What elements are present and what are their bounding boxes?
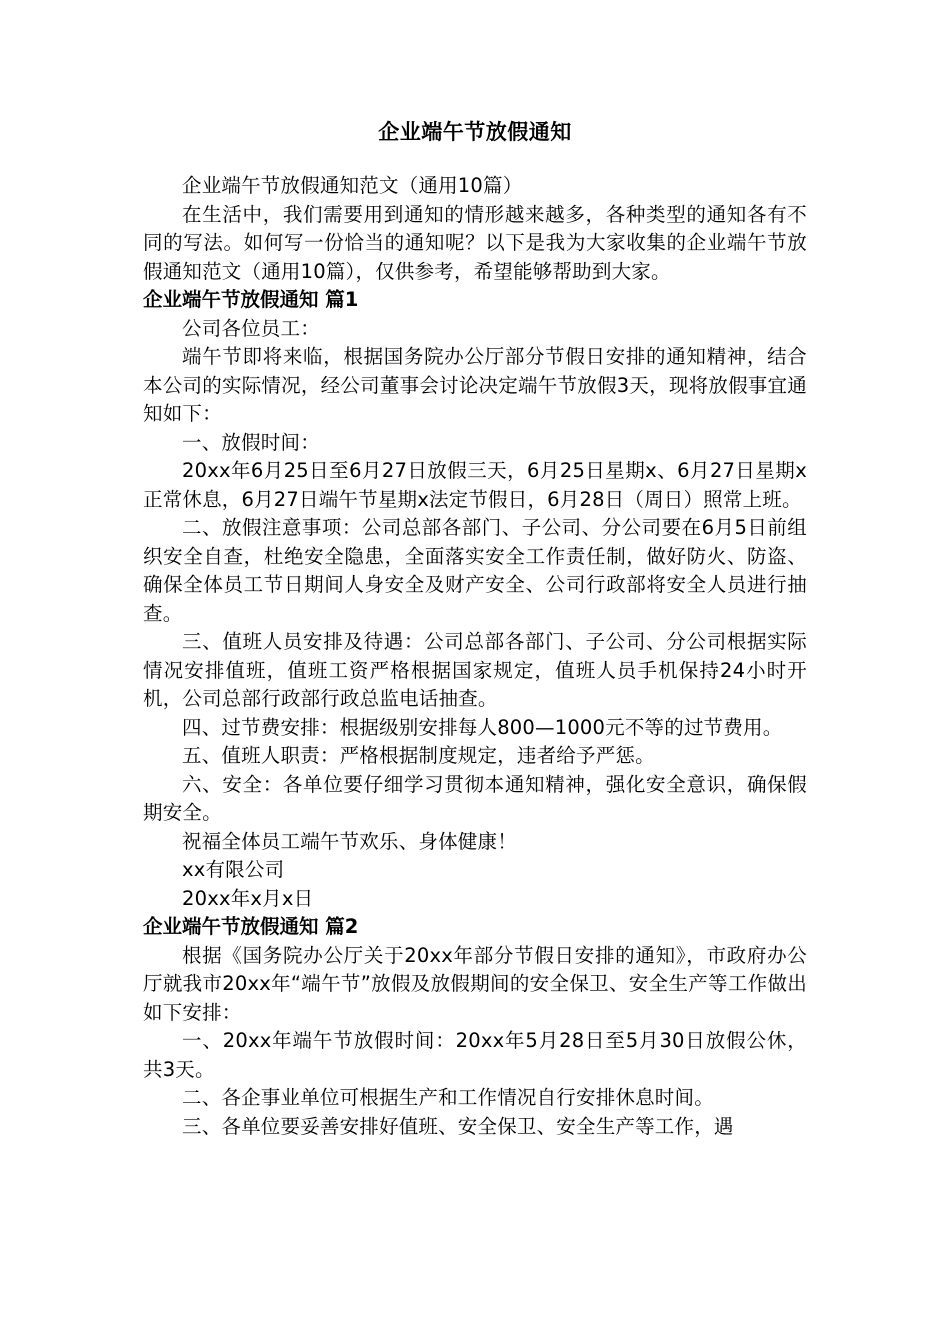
paragraph: 根据《国务院办公厅关于20xx年部分节假日安排的通知》，市政府办公厅就我市20xx年“端午节”放假及放假期间的安全保卫、安全生产等工作做出如下安排： [143, 943, 807, 1024]
paragraph: 三、值班人员安排及待遇：公司总部各部门、子公司、分公司根据实际情况安排值班，值班工资严格根据国家规定，值班人员手机保持24小时开机，公司总部行政部行政总监电话抽查。 [143, 630, 807, 710]
document-page [143, 112, 807, 1141]
section-heading: 企业端午节放假通知 篇1 [143, 288, 359, 311]
paragraph: 祝福全体员工端午节欢乐、身体健康！ [182, 829, 517, 853]
paragraph: 在生活中，我们需要用到通知的情形越来越多，各种类型的通知各有不同的写法。如何写一份恰当的通知呢？以下是我为大家收集的企业端午节放假通知范文（通用10篇），仅供参考，希望能够帮助到大家。 [143, 202, 807, 283]
section-heading: 企业端午节放假通知 篇2 [143, 915, 359, 938]
paragraph: 公司各位员工： [182, 316, 320, 340]
paragraph: 五、值班人职责：严格根据制度规定，违者给予严惩。 [182, 744, 655, 767]
paragraph: xx有限公司 [182, 858, 285, 881]
paragraph: 六、安全：各单位要仔细学习贯彻本通知精神，强化安全意识，确保假期安全。 [143, 772, 807, 824]
document-title: 企业端午节放假通知 [378, 120, 572, 144]
paragraph: 端午节即将来临，根据国务院办公厅部分节假日安排的通知精神，结合本公司的实际情况，经公司董事会讨论决定端午节放假3天，现将放假事宜通知如下： [143, 345, 807, 425]
paragraph: 一、20xx年端午节放假时间：20xx年5月28日至5月30日放假公休，共3天。 [143, 1029, 807, 1081]
paragraph: 企业端午节放假通知范文（通用10篇） [182, 174, 523, 197]
paragraph: 四、过节费安排：根据级别安排每人800—1000元不等的过节费用。 [182, 715, 783, 739]
paragraph: 20xx年6月25日至6月27日放假三天，6月25日星期x、6月27日星期x正常休息，6月27日端午节星期x法定节假日，6月28日（周日）照常上班。 [143, 459, 807, 511]
paragraph: 二、各企事业单位可根据生产和工作情况自行安排休息时间。 [182, 1086, 714, 1109]
paragraph: 三、各单位要妥善安排好值班、安全保卫、安全生产等工作，遇 [182, 1114, 734, 1138]
paragraph: 20xx年x月x日 [182, 886, 314, 910]
paragraph: 一、放假时间： [182, 430, 320, 454]
paragraph: 二、放假注意事项：公司总部各部门、子公司、分公司要在6月5日前组织安全自查，杜绝安全隐患，全面落实安全工作责任制，做好防火、防盗、确保全体员工节日期间人身安全及财产安全、公司行政部将安全人员进行抽查。 [143, 516, 807, 625]
